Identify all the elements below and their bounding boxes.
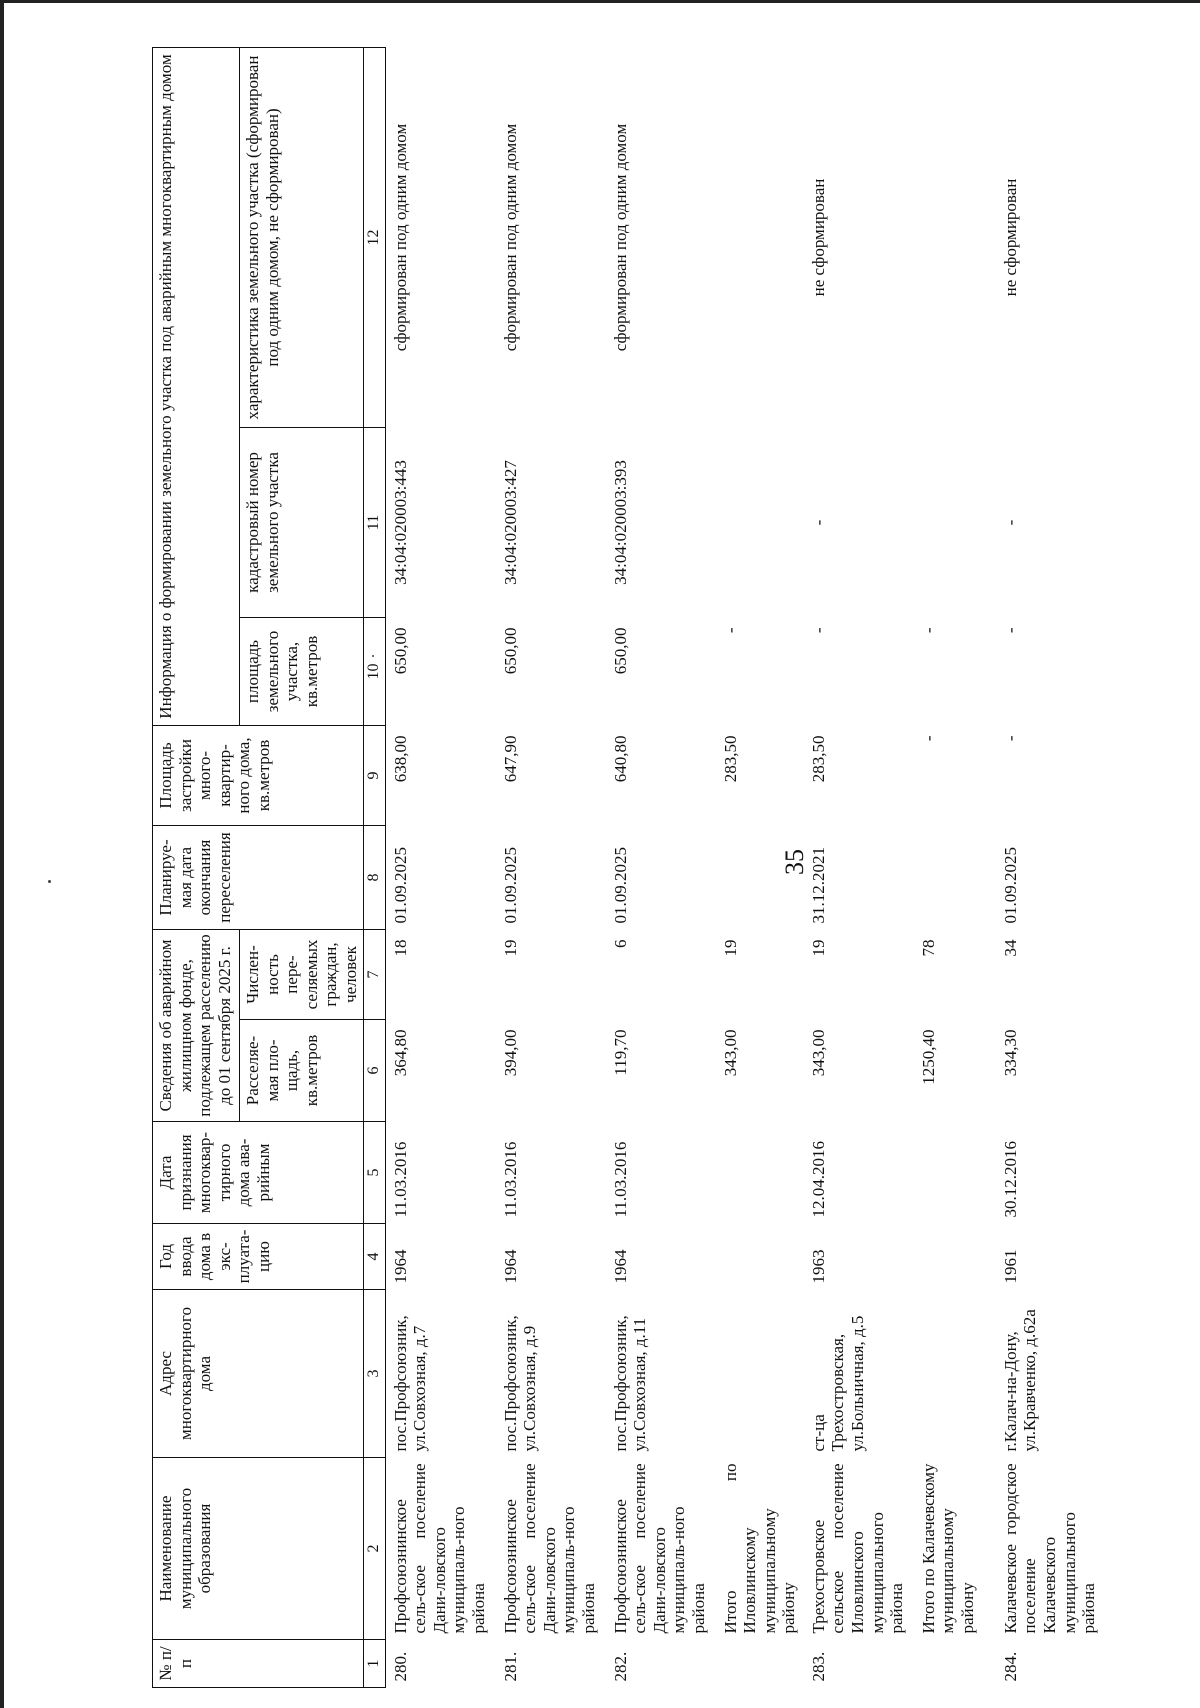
build-area: 647,90 (500, 735, 520, 783)
table-row (606, 47, 716, 1687)
column-number: 12 (364, 47, 385, 427)
commission-year (716, 1224, 804, 1290)
land-area: 650,00 (500, 627, 520, 675)
recognition-date: 12.04.2016 (808, 1141, 828, 1218)
row-number: 283. (808, 1651, 828, 1682)
column-number: 8 (364, 826, 385, 930)
people-count: 6 (610, 939, 630, 948)
total-row (914, 47, 996, 1687)
column-number: 11 (364, 428, 385, 618)
planned-end-date: 01.09.2025 (610, 847, 630, 924)
resettle-area: 343,00 (808, 1029, 828, 1077)
cadastre-number (914, 428, 996, 618)
recognition-date: 11.03.2016 (390, 1141, 410, 1218)
table-row (804, 47, 914, 1687)
table-row (996, 47, 1106, 1687)
header-people: Числен-ность пере-селяемых граждан, человек (240, 930, 364, 1020)
column-number: 5 (364, 1122, 385, 1224)
page-number: 35 (780, 849, 809, 875)
commission-year: 1964 (610, 1249, 630, 1284)
cadastre-number: 34:04:020003:393 (610, 460, 630, 585)
build-area: 638,00 (390, 735, 410, 783)
planned-end-date: 01.09.2025 (390, 847, 410, 924)
row-number: 282. (610, 1651, 630, 1682)
total-label: Итого по Калачевскому муниципальному району (918, 1463, 977, 1634)
header-land-info: Информация о формировании земельного участка под аварийным многоквартирным домом (153, 47, 240, 725)
resettle-area: 364,80 (390, 1029, 410, 1077)
header-num: № п/п (153, 1640, 364, 1688)
municipality-name: Профсоюзнинское сель-ское поселение Дани-ловского муниципаль-ного района (390, 1463, 488, 1634)
housing-table (152, 47, 1106, 1688)
header-land-status: характеристика земельного участка (сформирован под одним домом, не сформирован) (240, 47, 364, 427)
planned-end-date (716, 826, 804, 930)
cadastre-number: 34:04:020003:427 (500, 460, 520, 585)
table-header (153, 47, 386, 1687)
planned-end-date: 01.09.2025 (1000, 847, 1020, 924)
house-address: пос.Профсоюзник, ул.Совхозная, д.9 (500, 1315, 540, 1452)
recognition-date: 30.12.2016 (1000, 1141, 1020, 1218)
land-status (914, 47, 996, 427)
header-emergency-fund: Сведения об аварийном жилищном фонде, подлежащем расселению до 01 сентября 2025 г. (153, 930, 240, 1122)
row-number (914, 1640, 996, 1688)
column-number: 10 (364, 618, 385, 726)
scan-edge-left (0, 0, 4, 1708)
house-address (716, 1290, 804, 1458)
land-status: не сформирован (808, 178, 828, 297)
total-resettle-area: 1250,40 (918, 1029, 938, 1085)
municipality-name: Профсоюзнинское сель-ское поселение Дани-ловского муниципаль-ного района (500, 1463, 598, 1634)
row-number: 280. (390, 1651, 410, 1682)
total-build-area: 283,50 (720, 735, 740, 783)
rotated-page-content (18, 48, 1198, 1688)
total-people-count: 78 (918, 939, 938, 957)
header-year: Год ввода дома в экс-плуата-цию (153, 1224, 364, 1290)
total-land-area: - (918, 627, 938, 634)
house-address: пос.Профсоюзник, ул.Совхозная, д.11 (610, 1315, 650, 1452)
land-status: не сформирован (1000, 178, 1020, 297)
build-area: 640,80 (610, 735, 630, 783)
planned-end-date: 31.12.2021 (808, 847, 828, 924)
table-body (385, 47, 1106, 1687)
land-area: 650,00 (610, 627, 630, 675)
column-number: 9 (364, 726, 385, 826)
header-resettle-area: Расселяе-мая пло-щадь, кв.метров (240, 1020, 364, 1122)
land-status: сформирован под одним домом (390, 123, 410, 352)
house-address: пос.Профсоюзник, ул.Совхозная, д.7 (390, 1315, 430, 1452)
land-area: - (808, 627, 828, 634)
total-resettle-area: 343,00 (720, 1029, 740, 1077)
column-number: 2 (364, 1458, 385, 1640)
commission-year: 1961 (1000, 1249, 1020, 1284)
resettle-area: 334,30 (1000, 1029, 1020, 1077)
recognition-date: 11.03.2016 (610, 1141, 630, 1218)
column-number: 4 (364, 1224, 385, 1290)
header-recognition-date: Дата признания многоквар-тирного дома ава-рийным (153, 1122, 364, 1224)
recognition-date (914, 1122, 996, 1224)
cadastre-number: 34:04:020003:443 (390, 460, 410, 585)
table-row (385, 47, 496, 1687)
people-count: 34 (1000, 939, 1020, 957)
people-count: 19 (808, 939, 828, 957)
row-number: 284. (1000, 1651, 1020, 1682)
land-area: - (1000, 627, 1020, 634)
total-row (716, 47, 804, 1687)
build-area: - (1000, 735, 1020, 742)
row-number: 281. (500, 1651, 520, 1682)
house-address: г.Калач-на-Дону, ул.Кравченко, д.62а (1000, 1309, 1040, 1452)
header-address: Адрес многоквартирного дома (153, 1290, 364, 1458)
table-row (496, 47, 606, 1687)
planned-end-date: 01.09.2025 (500, 847, 520, 924)
house-address: ст-ца Трехостровская, ул.Больничная, д.5 (808, 1315, 867, 1452)
municipality-name: Калачевское городское поселение Калачевского муниципального района (1000, 1463, 1099, 1634)
land-status (716, 47, 804, 427)
header-planned-date: Планируе-мая дата окончания переселения (153, 826, 364, 930)
land-status: сформирован под одним домом (500, 123, 520, 352)
total-land-area: - (720, 627, 740, 634)
column-number: 1 (364, 1640, 385, 1688)
people-count: 18 (390, 939, 410, 957)
commission-year (914, 1224, 996, 1290)
total-people-count: 19 (720, 939, 740, 957)
house-address (914, 1290, 996, 1458)
recognition-date (716, 1122, 804, 1224)
cadastre-number (716, 428, 804, 618)
municipality-name: Профсоюзнинское сель-ское поселение Дани-ловского муниципаль-ного района (610, 1463, 708, 1634)
build-area: 283,50 (808, 735, 828, 783)
commission-year: 1964 (500, 1249, 520, 1284)
land-status: сформирован под одним домом (610, 123, 630, 352)
header-build-area: Площадь застройки много-квартир-ного дома, кв.метров (153, 726, 364, 826)
cadastre-number: - (808, 519, 828, 526)
row-number (716, 1640, 804, 1688)
column-number: 3 (364, 1290, 385, 1458)
column-number: 6 (364, 1020, 385, 1122)
commission-year: 1963 (808, 1249, 828, 1284)
total-label: Итого по Иловлинскому муниципальному району (720, 1463, 799, 1634)
land-area: 650,00 (390, 627, 410, 675)
commission-year: 1964 (390, 1249, 410, 1284)
header-land-area: площадь земельного участка, кв.метров (240, 618, 364, 726)
planned-end-date (914, 826, 996, 930)
scan-edge-top (0, 0, 1200, 3)
municipality-name: Трехостровское сельское поселение Иловлинского муниципального района (808, 1463, 907, 1634)
resettle-area: 119,70 (610, 1029, 630, 1076)
total-build-area: - (918, 735, 938, 742)
column-number: 7 (364, 930, 385, 1020)
people-count: 19 (500, 939, 520, 957)
header-municipality: Наименование муниципального образования (153, 1458, 364, 1640)
cadastre-number: - (1000, 519, 1020, 526)
recognition-date: 11.03.2016 (500, 1141, 520, 1218)
header-cadastre: кадастровый номер земельного участка (240, 428, 364, 618)
resettle-area: 394,00 (500, 1029, 520, 1077)
